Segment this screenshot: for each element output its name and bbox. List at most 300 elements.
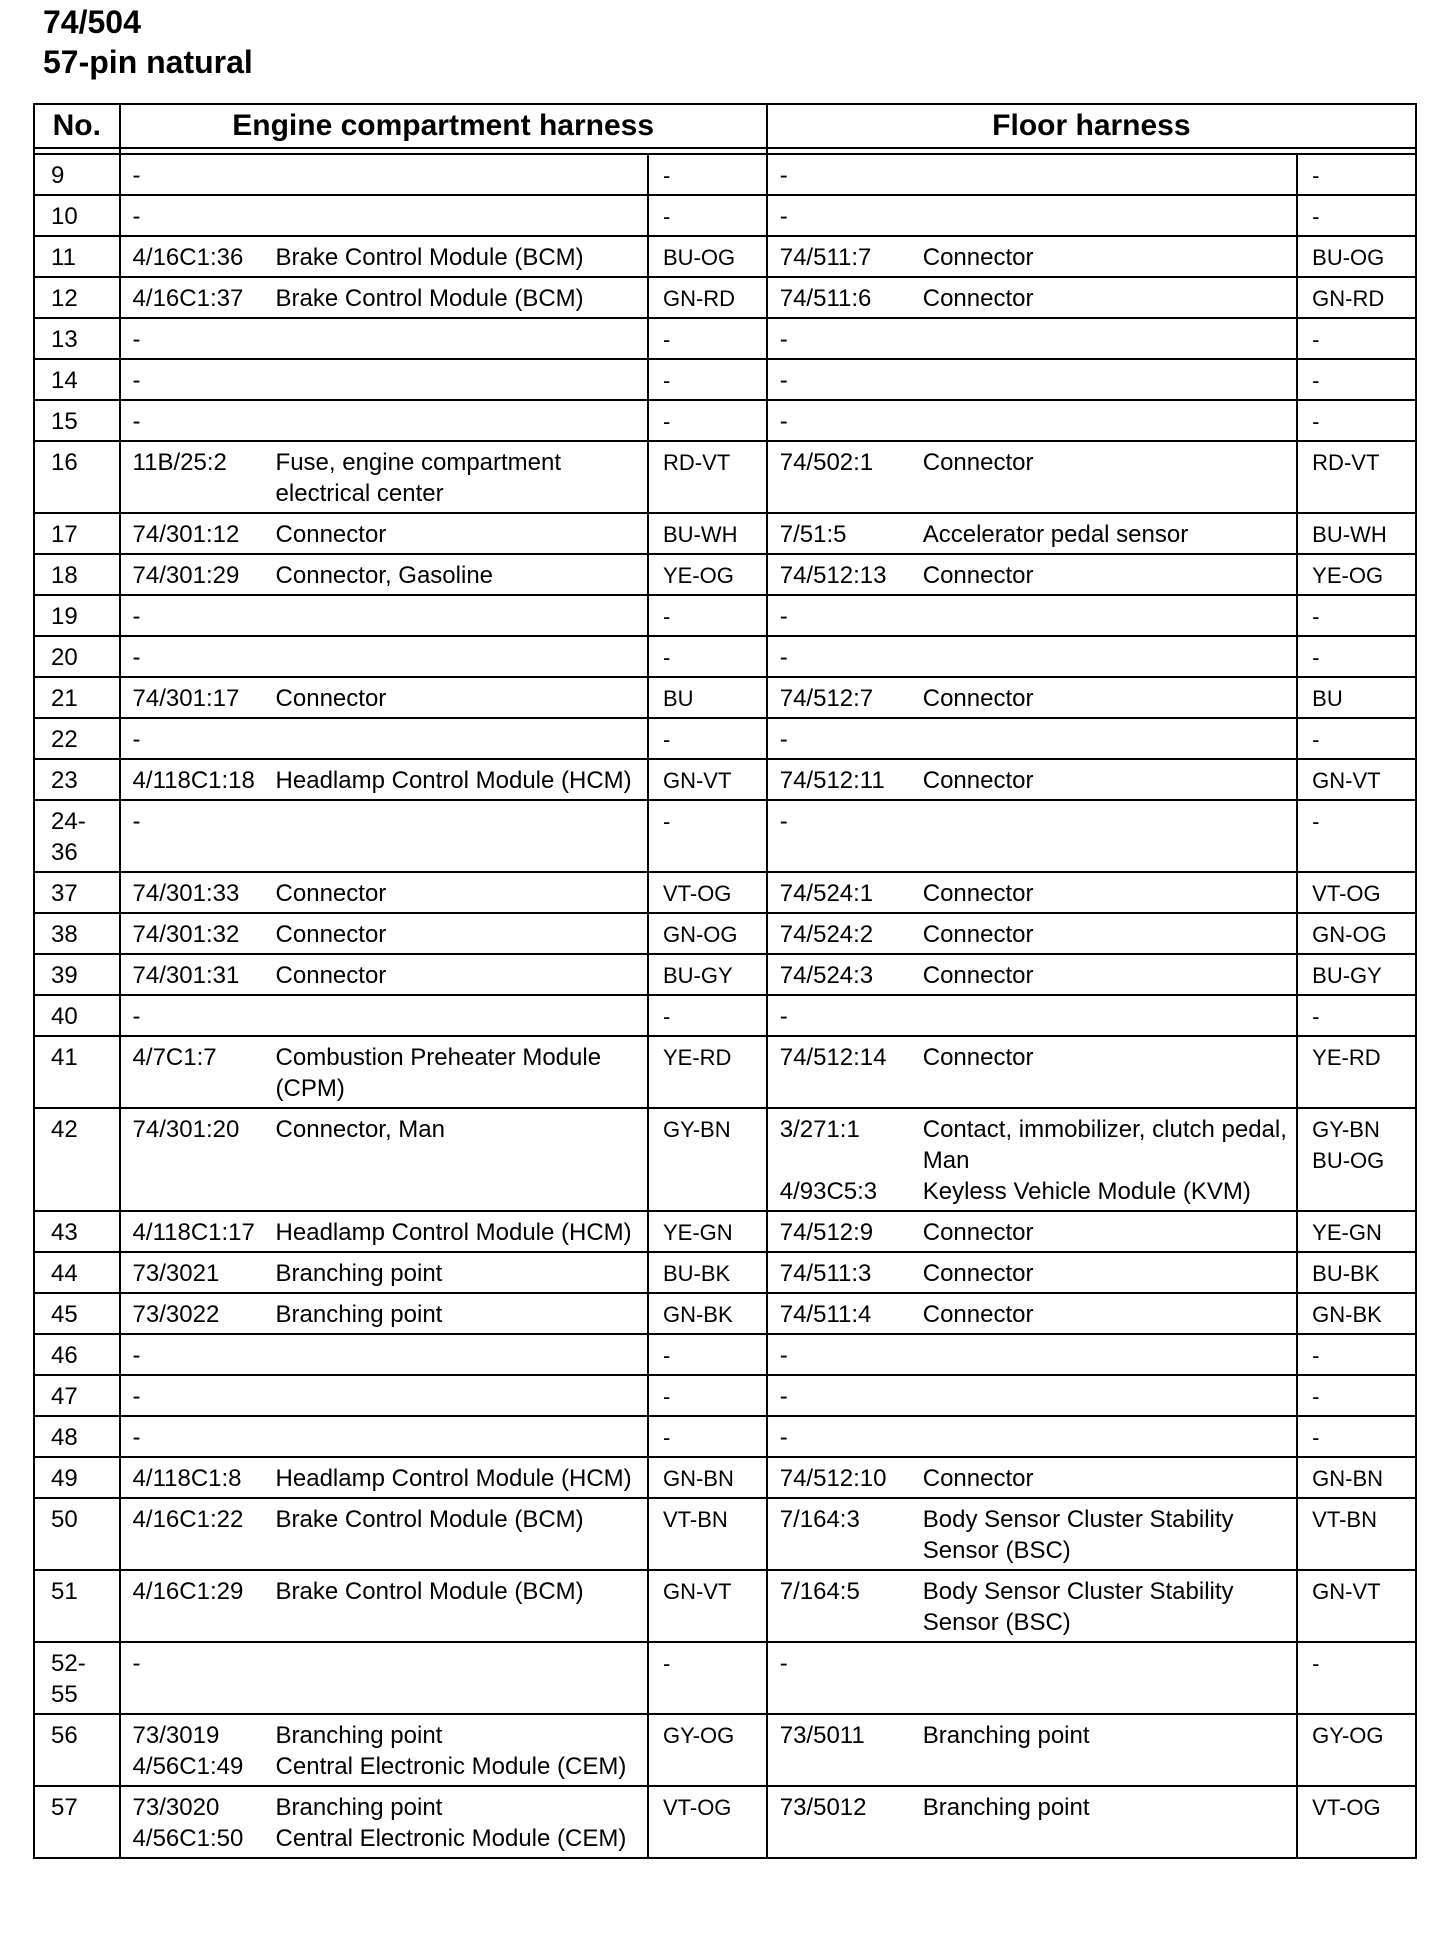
pin-number: 14 — [34, 359, 120, 400]
engine-harness-cell — [120, 1036, 648, 1108]
table-row — [34, 1375, 1416, 1416]
engine-entry — [133, 1751, 647, 1782]
floor-entry — [780, 324, 1296, 355]
table-row — [34, 195, 1416, 236]
engine-entry — [133, 1720, 647, 1751]
pin-number: 13 — [34, 318, 120, 359]
engine-component-code: - — [132, 726, 141, 753]
floor-component-code: 74/511:6 — [779, 285, 872, 312]
floor-component-code: 7/164:3 — [779, 1506, 860, 1533]
engine-entry — [133, 242, 647, 273]
engine-wire-color — [648, 359, 767, 400]
floor-harness-cell — [767, 759, 1297, 800]
engine-harness-cell — [120, 677, 648, 718]
engine-harness-cell — [120, 400, 648, 441]
engine-component-description — [276, 160, 647, 191]
engine-wire-color-value: VT-BN — [662, 1507, 728, 1532]
floor-component-code: 7/164:5 — [779, 1578, 860, 1605]
engine-wire-color — [648, 1416, 767, 1457]
floor-wire-color — [1297, 1498, 1416, 1570]
engine-wire-color-value: BU — [662, 686, 694, 711]
floor-wire-color-value: YE-GN — [1312, 1220, 1382, 1245]
engine-component-code: - — [132, 367, 141, 394]
floor-harness-cell — [767, 800, 1297, 872]
pin-number: 43 — [34, 1211, 120, 1252]
floor-wire-color-value: VT-BN — [1312, 1507, 1377, 1532]
floor-harness-cell — [767, 154, 1297, 195]
floor-component-description: Contact, immobilizer, clutch pedal, Man — [922, 1116, 1287, 1174]
engine-wire-color-value: - — [662, 163, 671, 188]
floor-component-description — [923, 365, 1296, 396]
floor-harness-cell — [767, 1642, 1297, 1714]
engine-wire-color-value: VT-OG — [662, 1795, 732, 1820]
engine-wire-color-value: BU-BK — [662, 1261, 731, 1286]
floor-harness-cell — [767, 1570, 1297, 1642]
floor-wire-color-value: YE-OG — [1312, 563, 1384, 588]
engine-harness-cell — [120, 1334, 648, 1375]
floor-wire-color-value: BU-GY — [1312, 963, 1382, 988]
floor-wire-color — [1297, 759, 1416, 800]
engine-entry — [133, 683, 647, 714]
engine-wire-color — [648, 1714, 767, 1786]
floor-component-description: Connector — [922, 1260, 1034, 1287]
floor-entry — [780, 1648, 1296, 1679]
engine-wire-color-value: - — [662, 604, 671, 629]
engine-component-description — [276, 1381, 647, 1412]
floor-harness-cell — [767, 636, 1297, 677]
engine-harness-cell — [120, 1416, 648, 1457]
floor-harness-cell — [767, 1036, 1297, 1108]
engine-component-description: Connector, Gasoline — [275, 562, 494, 589]
floor-wire-color — [1297, 595, 1416, 636]
floor-wire-color — [1297, 677, 1416, 718]
engine-component-description — [276, 406, 647, 437]
engine-entry — [133, 324, 647, 355]
floor-wire-color — [1297, 277, 1416, 318]
floor-wire-color — [1297, 718, 1416, 759]
engine-harness-cell — [120, 1498, 648, 1570]
engine-harness-cell — [120, 1293, 648, 1334]
floor-component-description: Keyless Vehicle Module (KVM) — [922, 1178, 1251, 1205]
pin-number: 40 — [34, 995, 120, 1036]
engine-component-description — [276, 1340, 647, 1371]
table-row — [34, 513, 1416, 554]
table-row — [34, 154, 1416, 195]
engine-component-code: - — [132, 1342, 141, 1369]
engine-wire-color — [648, 154, 767, 195]
floor-entry — [780, 724, 1296, 755]
engine-harness-cell — [120, 954, 648, 995]
floor-wire-color — [1297, 441, 1416, 513]
pin-number: 23 — [34, 759, 120, 800]
floor-component-description: Accelerator pedal sensor — [922, 521, 1189, 548]
floor-wire-color — [1297, 1570, 1416, 1642]
table-row — [34, 1786, 1416, 1858]
engine-component-code: 4/118C1:18 — [132, 767, 255, 794]
floor-component-code: 74/512:13 — [779, 562, 887, 589]
floor-component-code: 74/511:3 — [779, 1260, 872, 1287]
floor-harness-cell — [767, 677, 1297, 718]
engine-harness-cell — [120, 1786, 648, 1858]
table-row — [34, 636, 1416, 677]
floor-wire-color-value: GN-OG — [1312, 922, 1387, 947]
pin-number: 46 — [34, 1334, 120, 1375]
engine-wire-color-value: - — [662, 1343, 671, 1368]
engine-component-description: Connector — [275, 880, 387, 907]
engine-entry — [133, 283, 647, 314]
header-floor-harness: Floor harness — [767, 104, 1416, 148]
engine-component-code: - — [132, 1650, 141, 1677]
engine-wire-color-value: RD-VT — [662, 450, 731, 475]
engine-harness-cell — [120, 441, 648, 513]
floor-component-code: 74/512:10 — [779, 1465, 887, 1492]
engine-wire-color — [648, 636, 767, 677]
table-row — [34, 1334, 1416, 1375]
engine-component-description: Central Electronic Module (CEM) — [275, 1753, 627, 1780]
engine-wire-color-value: GN-VT — [662, 1579, 732, 1604]
floor-harness-cell — [767, 718, 1297, 759]
floor-wire-color-value: - — [1312, 368, 1320, 393]
engine-wire-color — [648, 318, 767, 359]
floor-wire-color-value: - — [1312, 327, 1320, 352]
floor-component-code: - — [779, 808, 788, 835]
engine-component-description: Headlamp Control Module (HCM) — [275, 1219, 632, 1246]
pin-number: 49 — [34, 1457, 120, 1498]
engine-entry — [133, 724, 647, 755]
floor-component-code: - — [779, 726, 788, 753]
engine-component-description — [276, 642, 647, 673]
engine-component-code: 11B/25:2 — [132, 449, 227, 476]
engine-component-code: 4/118C1:8 — [132, 1465, 242, 1492]
engine-component-description — [276, 201, 647, 232]
engine-component-code: 73/3021 — [132, 1260, 220, 1287]
engine-harness-cell — [120, 1211, 648, 1252]
floor-component-code: - — [779, 1424, 788, 1451]
table-row — [34, 995, 1416, 1036]
floor-component-description: Connector — [922, 244, 1034, 271]
engine-harness-cell — [120, 318, 648, 359]
pin-number: 41 — [34, 1036, 120, 1108]
engine-wire-color — [648, 1642, 767, 1714]
engine-entry — [133, 201, 647, 232]
engine-wire-color-value: YE-RD — [662, 1045, 732, 1070]
engine-wire-color-value: GN-VT — [662, 768, 732, 793]
floor-harness-cell — [767, 872, 1297, 913]
header-engine-harness: Engine compartment harness — [120, 104, 767, 148]
engine-harness-cell — [120, 195, 648, 236]
engine-component-description: Brake Control Module (BCM) — [275, 1506, 584, 1533]
engine-entry — [133, 1299, 647, 1330]
floor-component-description — [923, 1381, 1296, 1412]
engine-harness-cell — [120, 236, 648, 277]
floor-wire-color-value: BU-OG — [1312, 245, 1385, 270]
floor-component-description: Branching point — [922, 1794, 1090, 1821]
engine-wire-color — [648, 1334, 767, 1375]
pin-number: 57 — [34, 1786, 120, 1858]
engine-wire-color — [648, 872, 767, 913]
engine-component-description: Branching point — [275, 1722, 443, 1749]
engine-component-code: 4/16C1:37 — [132, 285, 244, 312]
floor-wire-color-value: - — [1312, 727, 1320, 752]
engine-component-code: 74/301:32 — [132, 921, 240, 948]
floor-wire-color — [1297, 1252, 1416, 1293]
floor-entry — [780, 1114, 1296, 1176]
floor-harness-cell — [767, 1211, 1297, 1252]
engine-wire-color-value: - — [662, 645, 671, 670]
floor-harness-cell — [767, 277, 1297, 318]
engine-component-description: Branching point — [275, 1794, 443, 1821]
engine-component-description — [276, 324, 647, 355]
floor-entry — [780, 806, 1296, 837]
floor-component-description — [923, 160, 1296, 191]
floor-entry — [780, 765, 1296, 796]
floor-component-code: - — [779, 408, 788, 435]
engine-harness-cell — [120, 1375, 648, 1416]
engine-component-description: Connector — [275, 685, 387, 712]
floor-component-code: 74/511:7 — [779, 244, 872, 271]
floor-entry — [780, 447, 1296, 478]
floor-wire-color-value: YE-RD — [1312, 1045, 1381, 1070]
floor-wire-color — [1297, 913, 1416, 954]
floor-component-description — [923, 201, 1296, 232]
floor-component-code: 74/524:3 — [779, 962, 874, 989]
floor-wire-color — [1297, 1108, 1416, 1211]
floor-harness-cell — [767, 1498, 1297, 1570]
engine-component-description: Fuse, engine compartment electrical center — [275, 449, 562, 507]
engine-entry — [133, 560, 647, 591]
engine-component-description — [276, 601, 647, 632]
floor-harness-cell — [767, 318, 1297, 359]
engine-wire-color — [648, 759, 767, 800]
floor-wire-color — [1297, 195, 1416, 236]
floor-wire-color-value: - — [1312, 204, 1320, 229]
engine-entry — [133, 160, 647, 191]
engine-wire-color — [648, 718, 767, 759]
engine-component-code: - — [132, 603, 141, 630]
floor-entry — [780, 878, 1296, 909]
floor-harness-cell — [767, 913, 1297, 954]
floor-wire-color — [1297, 1036, 1416, 1108]
table-row — [34, 718, 1416, 759]
floor-component-description: Connector — [922, 962, 1034, 989]
floor-component-description — [923, 1001, 1296, 1032]
engine-component-description: Combustion Preheater Module (CPM) — [275, 1044, 602, 1102]
engine-wire-color — [648, 1211, 767, 1252]
table-row — [34, 1570, 1416, 1642]
connector-description: 57-pin natural — [43, 44, 253, 80]
engine-entry — [133, 447, 647, 509]
pin-number: 9 — [34, 154, 120, 195]
engine-wire-color-value: GY-BN — [662, 1117, 731, 1142]
engine-wire-color-value: VT-OG — [662, 881, 732, 906]
floor-wire-color — [1297, 154, 1416, 195]
engine-wire-color-value: GN-OG — [662, 922, 738, 947]
pin-number: 37 — [34, 872, 120, 913]
floor-component-description — [923, 1422, 1296, 1453]
floor-component-code: 74/502:1 — [779, 449, 874, 476]
floor-wire-color — [1297, 1334, 1416, 1375]
engine-component-code: - — [132, 808, 141, 835]
floor-component-description: Connector — [922, 449, 1034, 476]
engine-wire-color — [648, 1108, 767, 1211]
engine-entry — [133, 765, 647, 796]
floor-component-code: 3/271:1 — [779, 1116, 860, 1143]
pin-number: 50 — [34, 1498, 120, 1570]
engine-harness-cell — [120, 513, 648, 554]
engine-harness-cell — [120, 636, 648, 677]
floor-entry — [780, 242, 1296, 273]
engine-harness-cell — [120, 359, 648, 400]
pin-number: 22 — [34, 718, 120, 759]
engine-component-description — [276, 806, 647, 837]
floor-entry — [780, 1381, 1296, 1412]
table-row — [34, 318, 1416, 359]
engine-wire-color-value: - — [662, 204, 671, 229]
floor-harness-cell — [767, 1334, 1297, 1375]
table-row — [34, 1108, 1416, 1211]
pin-number: 20 — [34, 636, 120, 677]
engine-harness-cell — [120, 1642, 648, 1714]
engine-wire-color — [648, 913, 767, 954]
table-row — [34, 1293, 1416, 1334]
floor-wire-color-value: BU-BK — [1312, 1261, 1380, 1286]
floor-wire-color-value: - — [1312, 1425, 1320, 1450]
floor-wire-color-value: - — [1312, 1651, 1320, 1676]
floor-wire-color — [1297, 1293, 1416, 1334]
engine-harness-cell — [120, 1457, 648, 1498]
floor-wire-color-value: GY-BN — [1312, 1117, 1380, 1142]
engine-component-description: Brake Control Module (BCM) — [275, 244, 584, 271]
floor-component-code: 4/93C5:3 — [779, 1178, 878, 1205]
engine-wire-color-value: - — [662, 1384, 671, 1409]
table-row — [34, 1211, 1416, 1252]
engine-component-code: 74/301:12 — [132, 521, 240, 548]
engine-component-code: - — [132, 162, 141, 189]
table-row — [34, 913, 1416, 954]
engine-entry — [133, 519, 647, 550]
floor-component-code: 74/524:1 — [779, 880, 874, 907]
floor-harness-cell — [767, 236, 1297, 277]
floor-entry — [780, 1258, 1296, 1289]
floor-component-description: Body Sensor Cluster Stability Sensor (BSC) — [922, 1578, 1234, 1636]
engine-entry — [133, 806, 647, 837]
floor-entry — [780, 1340, 1296, 1371]
engine-wire-color-value: BU-WH — [662, 522, 738, 547]
engine-entry — [133, 1648, 647, 1679]
pin-number: 21 — [34, 677, 120, 718]
engine-harness-cell — [120, 718, 648, 759]
engine-wire-color — [648, 236, 767, 277]
engine-harness-cell — [120, 800, 648, 872]
floor-harness-cell — [767, 1252, 1297, 1293]
floor-wire-color — [1297, 318, 1416, 359]
floor-wire-color — [1297, 872, 1416, 913]
floor-wire-color-value: BU-WH — [1312, 522, 1387, 547]
floor-wire-color — [1297, 800, 1416, 872]
table-row — [34, 400, 1416, 441]
floor-component-description: Connector — [922, 1219, 1034, 1246]
engine-wire-color — [648, 1498, 767, 1570]
engine-wire-color — [648, 677, 767, 718]
engine-wire-color — [648, 1457, 767, 1498]
table-row — [34, 441, 1416, 513]
floor-component-description: Connector — [922, 921, 1034, 948]
table-row — [34, 1642, 1416, 1714]
floor-component-code: - — [779, 1383, 788, 1410]
engine-wire-color-value: - — [662, 727, 671, 752]
engine-entry — [133, 1042, 647, 1104]
floor-harness-cell — [767, 995, 1297, 1036]
floor-entry — [780, 1042, 1296, 1073]
engine-wire-color-value: YE-GN — [662, 1220, 733, 1245]
floor-wire-color-value: VT-OG — [1312, 1795, 1381, 1820]
table-row — [34, 800, 1416, 872]
engine-entry — [133, 365, 647, 396]
floor-harness-cell — [767, 1457, 1297, 1498]
floor-wire-color-value: GN-BN — [1312, 1466, 1384, 1491]
floor-component-code: - — [779, 644, 788, 671]
floor-wire-color-value: RD-VT — [1312, 450, 1380, 475]
floor-wire-color — [1297, 1416, 1416, 1457]
pin-number: 12 — [34, 277, 120, 318]
engine-harness-cell — [120, 995, 648, 1036]
floor-component-description — [923, 1648, 1296, 1679]
engine-component-code: 4/7C1:7 — [132, 1044, 217, 1071]
floor-component-code: - — [779, 603, 788, 630]
floor-wire-color-value: - — [1312, 809, 1320, 834]
table-row — [34, 277, 1416, 318]
pin-number: 45 — [34, 1293, 120, 1334]
engine-wire-color — [648, 554, 767, 595]
table-row — [34, 554, 1416, 595]
engine-wire-color — [648, 995, 767, 1036]
engine-component-code: 4/16C1:36 — [132, 244, 244, 271]
engine-wire-color — [648, 195, 767, 236]
engine-wire-color — [648, 1375, 767, 1416]
floor-component-description — [923, 724, 1296, 755]
pin-number: 56 — [34, 1714, 120, 1786]
engine-wire-color-value: GN-RD — [662, 286, 736, 311]
engine-component-code: - — [132, 1383, 141, 1410]
engine-entry — [133, 1463, 647, 1494]
engine-wire-color — [648, 595, 767, 636]
engine-component-code: 4/56C1:50 — [132, 1825, 244, 1852]
engine-harness-cell — [120, 154, 648, 195]
floor-wire-color — [1297, 1642, 1416, 1714]
engine-harness-cell — [120, 554, 648, 595]
floor-harness-cell — [767, 359, 1297, 400]
engine-component-description — [276, 365, 647, 396]
engine-component-code: 74/301:31 — [132, 962, 240, 989]
floor-entry — [780, 201, 1296, 232]
engine-wire-color-value: - — [662, 409, 671, 434]
floor-harness-cell — [767, 441, 1297, 513]
engine-component-description: Branching point — [275, 1301, 443, 1328]
engine-component-code: - — [132, 203, 141, 230]
engine-component-code: 4/56C1:49 — [132, 1753, 244, 1780]
pin-number: 39 — [34, 954, 120, 995]
floor-entry — [780, 519, 1296, 550]
floor-entry — [780, 1792, 1296, 1823]
floor-wire-color — [1297, 236, 1416, 277]
floor-component-description — [923, 324, 1296, 355]
header-no: No. — [34, 104, 120, 148]
floor-component-code: 74/512:7 — [779, 685, 874, 712]
engine-wire-color — [648, 277, 767, 318]
floor-wire-color-value: BU — [1312, 686, 1343, 711]
table-row — [34, 236, 1416, 277]
pinout-table — [33, 103, 1417, 1859]
